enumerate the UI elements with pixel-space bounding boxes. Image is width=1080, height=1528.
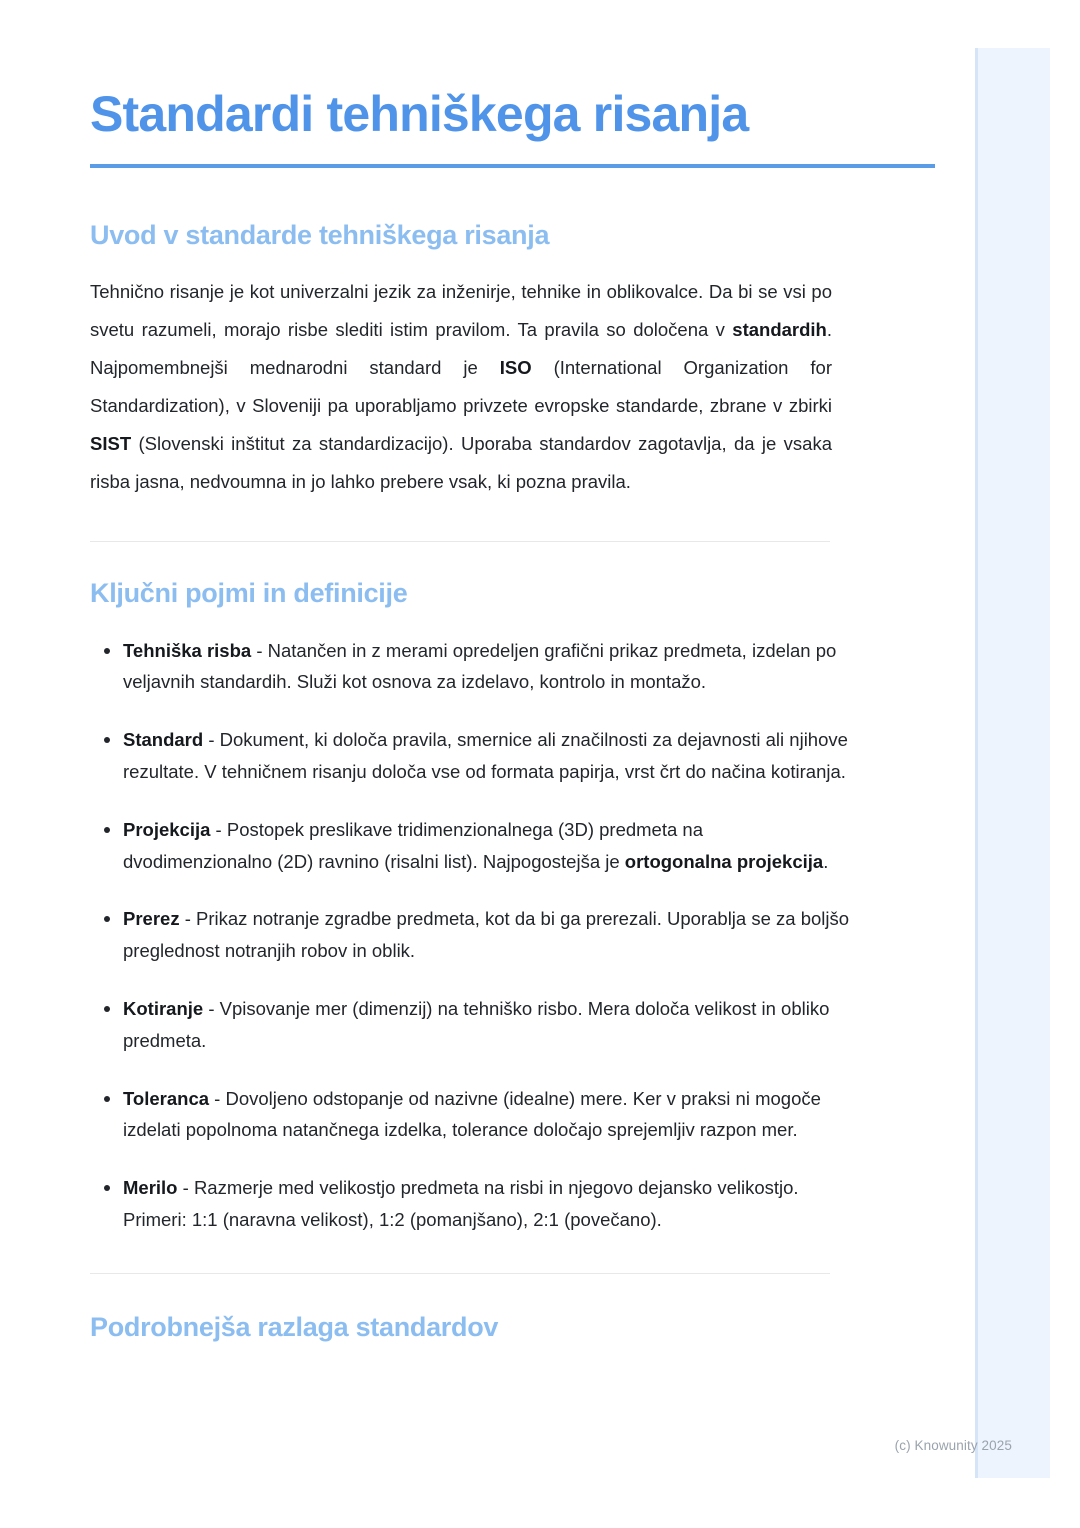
page-title: Standardi tehniškega risanja xyxy=(90,86,749,142)
term-dash: - xyxy=(210,818,227,840)
term-dash: - xyxy=(177,1177,194,1199)
list-item xyxy=(90,635,850,699)
term-description: Prikaz notranje zgradbe predmeta, kot da bi ga prerezali. Uporablja se za boljšo preglednost notranjih robov in oblik. xyxy=(123,908,850,962)
term-label: Tehniška risba xyxy=(123,639,252,661)
term-label: Prerez xyxy=(123,908,180,930)
intro-bold-sist: SIST xyxy=(90,432,132,454)
term-label: Projekcija xyxy=(123,818,211,840)
list-item xyxy=(90,993,850,1057)
list-item xyxy=(90,903,850,967)
list-item xyxy=(90,724,850,788)
term-description: Natančen in z merami opredeljen grafični prikaz predmeta, izdelan po veljavnih standardih. Služi kot osnova za izdelavo, kontrolo in montažo. xyxy=(123,639,837,693)
section-heading-terms: Ključni pojmi in definicije xyxy=(90,577,408,608)
term-description: Dokument, ki določa pravila, smernice ali značilnosti za dejavnosti ali njihove rezultate. V tehničnem risanju določa vse od formata papirja, vrst črt do načina kotiranja. xyxy=(123,729,848,782)
term-description: Vpisovanje mer (dimenzij) na tehniško risbo. Mera določa velikost in obliko predmeta. xyxy=(123,998,830,1051)
list-item xyxy=(90,814,850,878)
term-description: Razmerje med velikostjo predmeta na risbi in njegovo dejansko velikostjo. Primeri: 1:1 (naravna velikost), 1:2 (pomanjšano), 2:1 (povečano). xyxy=(123,1177,799,1231)
term-dash: - xyxy=(203,729,220,751)
intro-text-1: Tehnično risanje je kot univerzalni jezik za inženirje, tehnike in oblikovalce. Da bi se vsi po svetu razumeli, morajo risbe slediti istim pravilom. Ta pravila so določena v xyxy=(90,281,832,340)
term-dash: - xyxy=(203,998,220,1020)
list-item xyxy=(90,1083,850,1147)
term-dash: - xyxy=(179,908,197,930)
term-label: Merilo xyxy=(123,1177,178,1199)
intro-bold-standardih: standardih xyxy=(732,318,827,340)
intro-text-4: (Slovenski inštitut za standardizacijo). Uporaba standardov zagotavlja, da je vsaka risba jasna, nedvoumna in jo lahko prebere vsak, ki pozna pravila. xyxy=(90,432,832,492)
section-heading-intro: Uvod v standarde tehniškega risanja xyxy=(90,220,550,250)
intro-paragraph xyxy=(90,251,832,501)
term-emphasis: ortogonalna projekcija xyxy=(624,850,824,872)
list-item xyxy=(90,1172,850,1236)
term-description-tail: . xyxy=(823,850,829,872)
intro-text-3: (International Organization for Standardization), v Sloveniji pa uporabljamo privzete evropske standarde, zbrane v zbirki xyxy=(90,356,832,416)
term-definition-list xyxy=(90,609,850,1236)
copyright-watermark: (c) Knowunity 2025 xyxy=(894,1438,1012,1453)
term-dash: - xyxy=(251,639,268,661)
term-label: Standard xyxy=(123,729,204,751)
section-heading-details: Podrobnejša razlaga standardov xyxy=(90,1311,499,1342)
term-label: Toleranca xyxy=(123,1087,210,1109)
intro-text-2: . Najpomembnejši mednarodni standard je xyxy=(90,318,832,378)
term-label: Kotiranje xyxy=(123,998,204,1020)
term-dash: - xyxy=(209,1087,226,1109)
term-description: Postopek preslikave tridimenzionalnega (3D) predmeta na dvodimenzionalno (2D) ravnino (risalni list). Najpogostejša je xyxy=(123,818,703,872)
term-description: Dovoljeno odstopanje od nazivne (idealne) mere. Ker v praksi ni mogoče izdelati popolnoma natančnega izdelka, tolerance določajo sprejemljiv razpon mer. xyxy=(123,1087,821,1141)
intro-bold-iso: ISO xyxy=(499,356,532,378)
